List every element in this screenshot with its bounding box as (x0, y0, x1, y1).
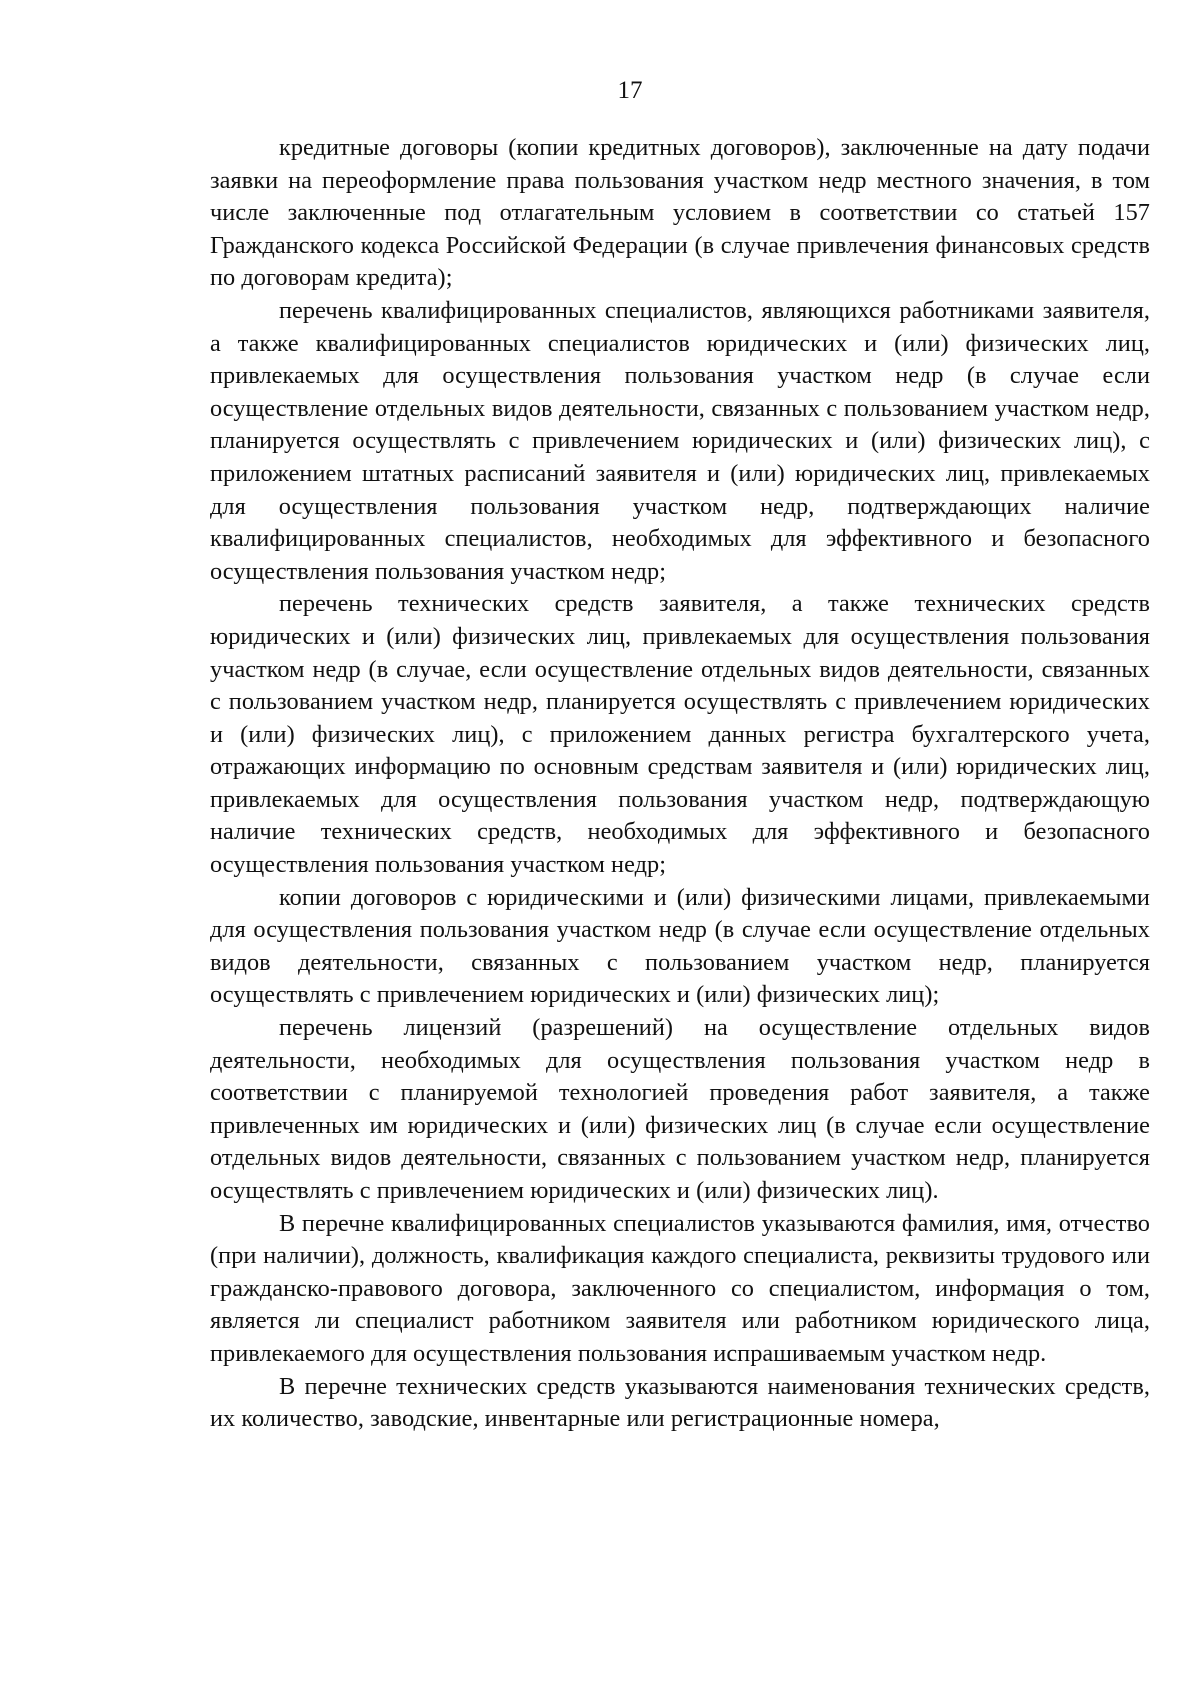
document-body (210, 132, 1150, 1436)
paragraph-technical-means-list: перечень технических средств заявителя, а также технических средств юридических и (или) физических лиц, привлекаемых для осуществления пользования участком недр (в случае, если осуществление отдельных видов деятельности, связанных с пользованием участком недр, планируется осуществлять с привлечением юридических и (или) физических лиц), с приложением данных регистра бухгалтерского учета, отражающих информацию по основным средствам заявителя и (или) юридических лиц, привлекаемых для осуществления пользования участком недр, подтверждающую наличие технических средств, необходимых для эффективного и безопасного осуществления пользования участком недр; (210, 590, 1150, 879)
paragraph-specialists-list: перечень квалифицированных специалистов, являющихся работниками заявителя, а также квалифицированных специалистов юридических и (или) физических лиц, привлекаемых для осуществления пользования участком недр (в случае если осуществление отдельных видов деятельности, связанных с пользованием участком недр, планируется осуществлять с привлечением юридических и (или) физических лиц), с приложением штатных расписаний заявителя и (или) юридических лиц, привлекаемых для осуществления пользования участком недр, подтверждающих наличие квалифицированных специалистов, необходимых для эффективного и безопасного осуществления пользования участком недр; (210, 296, 1150, 585)
paragraph-contract-copies: копии договоров с юридическими и (или) физическими лицами, привлекаемыми для осуществления пользования участком недр (в случае если осуществление отдельных видов деятельности, связанных с пользованием участком недр, планируется осуществлять с привлечением юридических и (или) физических лиц); (210, 883, 1150, 1009)
paragraph-specialists-details: В перечне квалифицированных специалистов указываются фамилия, имя, отчество (при наличии), должность, квалификация каждого специалиста, реквизиты трудового или гражданско-правового договора, заключенного со специалистом, информация о том, является ли специалист работником заявителя или работником юридического лица, привлекаемого для осуществления пользования испрашиваемым участком недр. (210, 1209, 1150, 1367)
page-number: 17 (617, 77, 643, 104)
paragraph-credit-agreements: кредитные договоры (копии кредитных договоров), заключенные на дату подачи заявки на переоформление права пользования участком недр местного значения, в том числе заключенные под отлагательным условием в соответствии со статьей 157 Гражданского кодекса Российской Федерации (в случае привлечения финансовых средств по договорам кредита); (210, 134, 1150, 292)
paragraph-licenses-list: перечень лицензий (разрешений) на осуществление отдельных видов деятельности, необходимых для осуществления пользования участком недр в соответствии с планируемой технологией проведения работ заявителя, а также привлеченных им юридических и (или) физических лиц (в случае если осуществление отдельных видов деятельности, связанных с пользованием участком недр, планируется осуществлять с привлечением юридических и (или) физических лиц). (210, 1014, 1150, 1204)
paragraph-technical-means-details: В перечне технических средств указываются наименования технических средств, их количество, заводские, инвентарные или регистрационные номера, (210, 1372, 1150, 1433)
